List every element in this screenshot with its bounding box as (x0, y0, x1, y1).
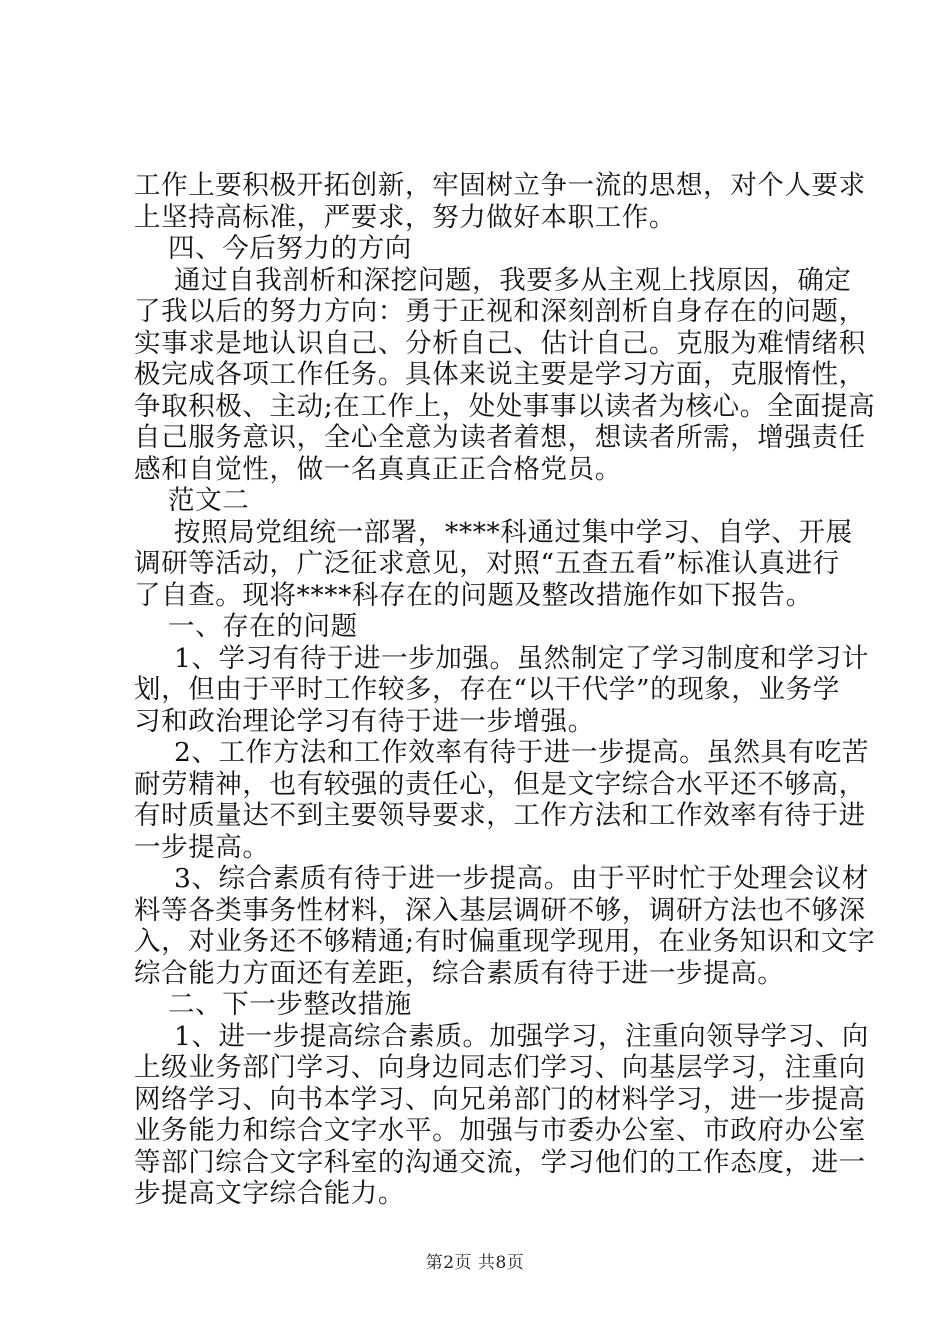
body-line: 步提高文字综合能力。 (134, 1178, 405, 1209)
body-line: 争取积极、主动;在工作上，处处事事以读者为核心。全面提高 (134, 390, 876, 422)
body-line: 划，但由于平时工作较多，存在“以干代学”的现象，业务学 (134, 674, 840, 705)
body-line: 综合能力方面还有差距，综合素质有待于进一步提高。 (134, 957, 785, 989)
paragraph-start: 1、学习有待于进一步加强。虽然制定了学习制度和学习计 (174, 642, 869, 674)
section-heading: 一、存在的问题 (168, 611, 358, 642)
section-heading: 四、今后努力的方向 (168, 233, 412, 264)
body-line: 业务能力和综合文字水平。加强与市委办公室、市政府办公室 (134, 1115, 866, 1146)
document-body (134, 170, 876, 1210)
body-line: 有时质量达不到主要领导要求，工作方法和工作效率有待于进 (134, 800, 866, 831)
body-line: 耐劳精神，也有较强的责任心，但是文字综合水平还不够高， (134, 768, 866, 800)
body-line: 工作上要积极开拓创新，牢固树立争一流的思想，对个人要求 (134, 170, 866, 201)
body-line: 了我以后的努力方向：勇于正视和深刻剖析自身存在的问题， (134, 296, 866, 327)
body-line: 极完成各项工作任务。具体来说主要是学习方面，克服惰性， (134, 359, 866, 390)
body-line: 上坚持高标准，严要求，努力做好本职工作。 (134, 201, 676, 233)
body-line: 了自查。现将****科存在的问题及整改措施作如下报告。 (134, 579, 813, 611)
paragraph-start: 3、综合素质有待于进一步提高。由于平时忙于处理会议材 (174, 863, 869, 894)
body-line: 实事求是地认识自己、分析自己、估计自己。克服为难情绪积 (134, 327, 866, 359)
body-line: 习和政治理论学习有待于进一步增强。 (134, 705, 595, 737)
page-number: 第2页 共8页 (425, 1253, 525, 1273)
section-heading: 二、下一步整改措施 (168, 989, 412, 1020)
paragraph-start: 按照局党组统一部署，****科通过集中学习、自学、开展 (174, 516, 853, 548)
body-line: 入，对业务还不够精通;有时偏重现学现用，在业务知识和文字 (134, 926, 876, 957)
paragraph-start: 1、进一步提高综合素质。加强学习，注重向领导学习、向 (174, 1020, 869, 1052)
body-line: 一步提高。 (134, 831, 270, 863)
body-line: 网络学习、向书本学习、向兄弟部门的材料学习，进一步提高 (134, 1083, 866, 1115)
body-line: 上级业务部门学习、向身边同志们学习、向基层学习，注重向 (134, 1052, 866, 1083)
body-line: 料等各类事务性材料，深入基层调研不够，调研方法也不够深 (134, 894, 866, 926)
section-heading: 范文二 (168, 485, 250, 516)
body-line: 自己服务意识，全心全意为读者着想，想读者所需，增强责任 (134, 422, 866, 453)
body-line: 等部门综合文字科室的沟通交流，学习他们的工作态度，进一 (134, 1146, 866, 1178)
body-line: 感和自觉性，做一名真真正正合格党员。 (134, 453, 622, 485)
paragraph-start: 2、工作方法和工作效率有待于进一步提高。虽然具有吃苦 (174, 737, 869, 768)
body-line: 调研等活动，广泛征求意见，对照“五查五看”标准认真进行 (134, 548, 840, 579)
paragraph-start: 通过自我剖析和深挖问题，我要多从主观上找原因，确定 (174, 264, 852, 296)
